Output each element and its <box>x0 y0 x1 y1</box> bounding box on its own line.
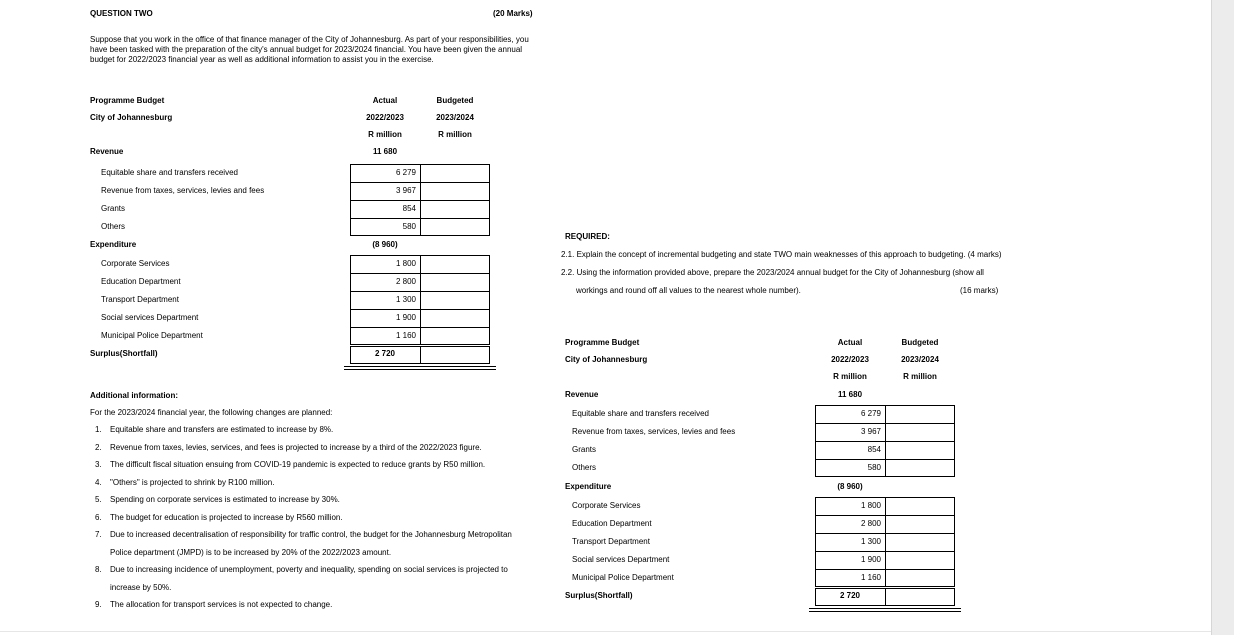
expenditure-item-value: 1 800 <box>395 259 416 268</box>
double-underline <box>809 608 961 609</box>
row-divider <box>350 309 490 310</box>
question-2-1: 2.1. Explain the concept of incremental budgeting and state TWO main weaknesses of this approach to budgeting. (4 marks) <box>561 250 1002 259</box>
actual-column-header: Actual <box>372 96 398 105</box>
actual-column-header: 2022/2023 <box>831 355 869 364</box>
budgeted-column-header: 2023/2024 <box>901 355 939 364</box>
additional-info-heading: Additional information: <box>90 391 178 400</box>
expenditure-item-value: 1 300 <box>860 537 881 546</box>
revenue-item-label: Revenue from taxes, services, levies and fees <box>101 186 265 195</box>
item-number: 7. <box>95 530 102 539</box>
additional-info-item <box>90 544 550 562</box>
budgeted-column-header: 2023/2024 <box>436 113 474 122</box>
expenditure-item-label: Corporate Services <box>101 259 170 268</box>
revenue-item-value: 854 <box>402 204 416 213</box>
double-underline <box>344 369 496 370</box>
revenue-label: Revenue <box>565 390 599 399</box>
item-text: "Others" is projected to shrink by R100 million. <box>110 477 275 487</box>
expenditure-item-value: 1 160 <box>860 573 881 582</box>
item-number: 3. <box>95 460 102 469</box>
actual-column-header: 2022/2023 <box>366 113 404 122</box>
row-divider <box>350 291 490 292</box>
table-subtitle: City of Johannesburg <box>565 355 648 364</box>
double-underline <box>344 366 496 367</box>
additional-info-item <box>90 491 550 509</box>
expenditure-item-value: 2 800 <box>395 277 416 286</box>
item-text: Equitable share and transfers are estimated to increase by 8%. <box>110 425 334 434</box>
budgeted-column-header: R million <box>903 372 937 381</box>
additional-info-item <box>90 509 550 527</box>
table-title: Programme Budget <box>90 96 165 105</box>
item-text: The allocation for transport services is not expected to change. <box>110 600 333 609</box>
item-number: 2. <box>95 442 102 452</box>
revenue-item-value: 6 279 <box>395 168 416 177</box>
item-text: The difficult fiscal situation ensuing from COVID-19 pandemic is expected to reduce grants by R50 million. <box>110 460 486 469</box>
budgeted-column-header: Budgeted <box>901 338 939 347</box>
row-divider <box>815 515 955 516</box>
row-divider <box>815 459 955 460</box>
row-divider <box>350 327 490 328</box>
revenue-item-value: 3 967 <box>395 186 416 195</box>
revenue-label: Revenue <box>90 147 124 156</box>
revenue-item-label: Grants <box>572 445 597 454</box>
surplus-label: Surplus(Shortfall) <box>90 349 158 358</box>
additional-info-item <box>90 561 550 579</box>
expenditure-item-label: Transport Department <box>101 295 179 304</box>
additional-info-item <box>90 439 550 457</box>
row-divider <box>815 569 955 570</box>
table-title: Programme Budget <box>565 338 640 347</box>
additional-info-item <box>90 456 550 474</box>
row-divider <box>815 551 955 552</box>
revenue-item-value: 3 967 <box>860 427 881 436</box>
additional-info-item <box>90 579 550 597</box>
expenditure-item-value: 1 300 <box>395 295 416 304</box>
question-2-2-line1: 2.2. Using the information provided above, prepare the 2023/2024 annual budget for the City of Johannesburg (show all <box>561 268 984 277</box>
double-underline <box>809 611 961 612</box>
item-number: 4. <box>95 477 102 487</box>
item-text: The budget for education is projected to increase by R560 million. <box>110 512 343 522</box>
item-number: 9. <box>95 600 102 609</box>
answer-budget-table <box>565 337 975 627</box>
item-text: increase by 50%. <box>110 582 172 592</box>
surplus-actual-box <box>350 346 420 364</box>
expenditure-total: (8 960) <box>372 240 398 249</box>
item-number: 1. <box>95 425 102 434</box>
budgeted-column-header: Budgeted <box>436 96 474 105</box>
required-heading: REQUIRED: <box>565 232 610 241</box>
question-intro: Suppose that you work in the office of that finance manager of the City of Johannesburg. As part of your responsibilities, you have been tasked with the preparation of the city's annual budget for 2023/2024 financial. You have been given the annual budget for 2022/2023 financial year as well as additional information to assist you in the exercise. <box>90 35 529 64</box>
row-divider <box>815 441 955 442</box>
budgeted-expenditure-box <box>420 255 490 345</box>
table-subtitle: City of Johannesburg <box>90 113 173 122</box>
additional-info-list <box>90 421 550 614</box>
additional-info-item <box>90 421 550 439</box>
expenditure-item-label: Municipal Police Department <box>572 573 674 582</box>
item-text: Revenue from taxes, levies, services, and fees is projected to increase by a third of the 2022/2023 figure. <box>110 442 482 452</box>
expenditure-item-value: 2 800 <box>860 519 881 528</box>
expenditure-item-value: 1 900 <box>395 313 416 322</box>
question-2-2-marks: (16 marks) <box>960 286 999 295</box>
expenditure-item-label: Social services Department <box>101 313 199 322</box>
row-divider <box>350 182 490 183</box>
revenue-total: 11 680 <box>837 390 863 399</box>
revenue-item-label: Others <box>101 222 126 231</box>
revenue-item-label: Equitable share and transfers received <box>101 168 238 177</box>
programme-budget-table <box>90 91 500 381</box>
revenue-total: 11 680 <box>372 147 398 156</box>
expenditure-item-label: Municipal Police Department <box>101 331 203 340</box>
question-2-2-line2: workings and round off all values to the nearest whole number). <box>576 286 801 295</box>
item-number: 5. <box>95 495 102 504</box>
expenditure-item-label: Education Department <box>101 277 181 286</box>
item-text: Spending on corporate services is estimated to increase by 30%. <box>110 495 340 504</box>
surplus-budget-box <box>420 346 490 364</box>
expenditure-total: (8 960) <box>837 482 863 491</box>
expenditure-label: Expenditure <box>565 482 612 491</box>
expenditure-item-value: 1 900 <box>860 555 881 564</box>
actual-column-header: Actual <box>837 338 863 347</box>
row-divider <box>350 200 490 201</box>
item-number: 8. <box>95 565 102 574</box>
surplus-actual-box <box>815 588 885 606</box>
budgeted-column-header: R million <box>438 130 472 139</box>
actual-column-header: R million <box>368 130 402 139</box>
surplus-budget-box <box>885 588 955 606</box>
page-bottom-edge <box>0 631 1211 632</box>
revenue-item-value: 580 <box>867 463 881 472</box>
vertical-scrollbar[interactable] <box>1211 0 1234 635</box>
expenditure-item-label: Education Department <box>572 519 652 528</box>
expenditure-label: Expenditure <box>90 240 137 249</box>
revenue-item-label: Others <box>572 463 597 472</box>
item-number: 6. <box>95 512 102 522</box>
revenue-item-label: Grants <box>101 204 126 213</box>
expenditure-item-label: Transport Department <box>572 537 650 546</box>
surplus-value: 2 720 <box>839 591 861 600</box>
surplus-label: Surplus(Shortfall) <box>565 591 633 600</box>
budgeted-expenditure-box <box>885 497 955 587</box>
expenditure-item-value: 1 800 <box>860 501 881 510</box>
revenue-item-label: Revenue from taxes, services, levies and fees <box>572 427 736 436</box>
expenditure-item-label: Corporate Services <box>572 501 641 510</box>
expenditure-item-value: 1 160 <box>395 331 416 340</box>
item-text: Due to increasing incidence of unemployment, poverty and inequality, spending on social services is projected to <box>110 565 508 574</box>
expenditure-item-label: Social services Department <box>572 555 670 564</box>
item-text: Police department (JMPD) is to be increased by 20% of the 2022/2023 amount. <box>110 547 392 557</box>
actual-column-header: R million <box>833 372 867 381</box>
revenue-item-value: 580 <box>402 222 416 231</box>
item-text: Due to increased decentralisation of responsibility for traffic control, the budget for the Johannesburg Metropolitan <box>110 530 512 539</box>
surplus-value: 2 720 <box>374 349 396 358</box>
row-divider <box>815 423 955 424</box>
row-divider <box>350 273 490 274</box>
additional-info-item <box>90 474 550 492</box>
row-divider <box>350 218 490 219</box>
revenue-item-value: 854 <box>867 445 881 454</box>
question-title: QUESTION TWO <box>90 9 153 18</box>
revenue-item-value: 6 279 <box>860 409 881 418</box>
question-marks: (20 Marks) <box>493 9 533 18</box>
revenue-item-label: Equitable share and transfers received <box>572 409 709 418</box>
additional-info-lead: For the 2023/2024 financial year, the following changes are planned: <box>90 408 333 417</box>
row-divider <box>815 533 955 534</box>
additional-info-item <box>90 596 550 614</box>
additional-info-item <box>90 526 550 544</box>
